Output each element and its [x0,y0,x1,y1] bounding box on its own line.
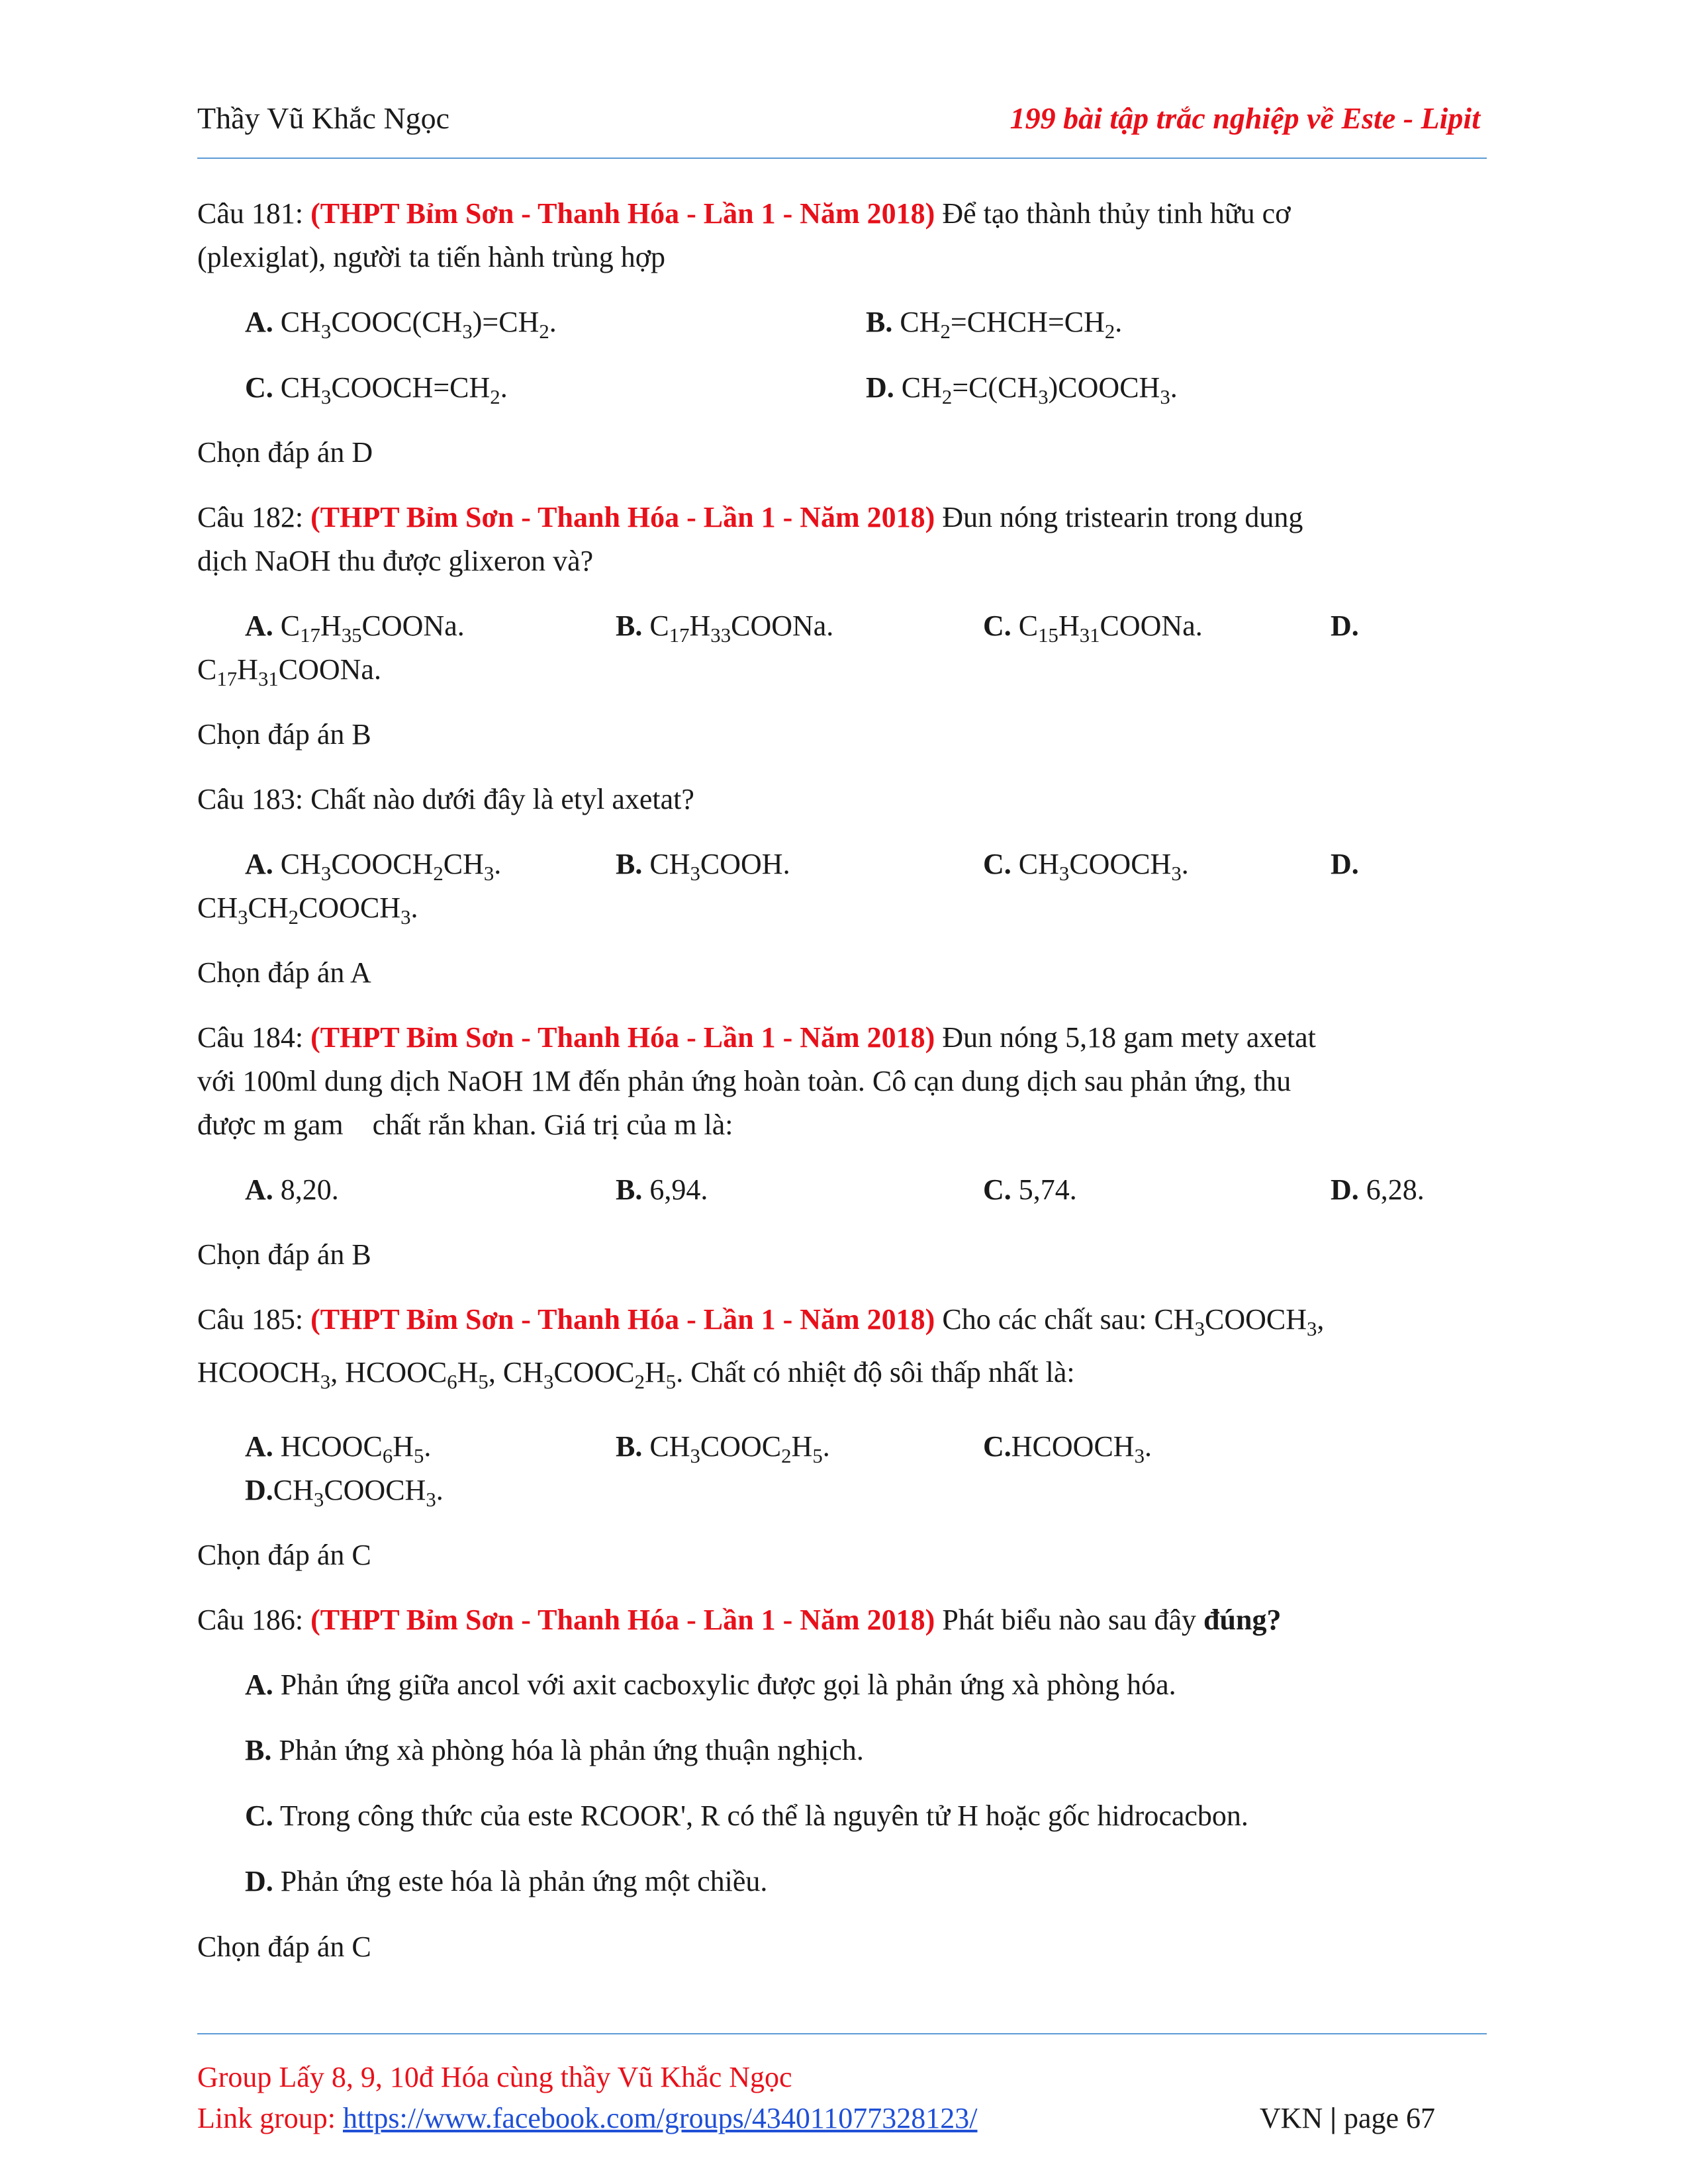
option-b: B. $C_{17}H_{33}COONa$. [616,610,834,647]
option-d-text: $C_{17}H_{31}COONa$. [197,653,381,690]
footer-rule [197,2033,1487,2034]
question-182: Câu 182: (THPT Bỉm Sơn - Thanh Hóa - Lần 1 - Năm 2018) Đun nóng tristearin trong dung dịch NaOH thu được glixeron và? [197,501,1303,577]
answer-182: Chọn đáp án B [197,718,371,751]
option-b: B. Phản ứng xà phòng hóa là phản ứng thuận nghịch. [245,1733,864,1766]
page-number: VKN | page 67 [1259,2102,1435,2134]
question-183: Câu 183: Chất nào dưới đây là etyl axetat? [197,783,694,815]
question-186: Câu 186: (THPT Bỉm Sơn - Thanh Hóa - Lần 1 - Năm 2018) Phát biểu nào sau đây đúng? [197,1603,1282,1636]
question-source: (THPT Bỉm Sơn - Thanh Hóa - Lần 1 - Năm 2018) [310,501,935,533]
option-d-text: $CH_3CH_2COOCH_3$. [197,891,418,929]
option-b: B. $CH_3COOC_2H_5$. [616,1430,830,1467]
option-c: C. $CH_3COOCH=CH_2$. [245,371,508,408]
option-a: A. 8,20. [245,1173,339,1206]
option-a: A. $CH_3COOCH_2CH_3$. [245,848,502,885]
question-source: (THPT Bỉm Sơn - Thanh Hóa - Lần 1 - Năm 2018) [310,197,935,230]
options-184 [197,1168,1487,1212]
answer-183: Chọn đáp án A [197,956,371,989]
options-182 [197,604,1487,692]
header-rule [197,158,1487,159]
option-d: D. [1331,610,1359,642]
option-b: B. 6,94. [616,1173,708,1206]
option-a: A. $C_{17}H_{35}COONa$. [245,610,465,647]
header-title: 199 bài tập trắc nghiệp về Este - Lipit [1009,101,1480,135]
option-c: C. $C_{15}H_{31}COONa$. [983,610,1203,647]
footer-group-link[interactable]: https://www.facebook.com/groups/434011077328123/ [342,2102,978,2134]
option-b: B. $CH_2=CHCH=CH_2$. [866,306,1123,343]
page-content [197,192,1487,1990]
options-185 [197,1425,1487,1512]
option-d: D. Phản ứng este hóa là phản ứng một chiều. [245,1864,768,1897]
answer-181: Chọn đáp án D [197,436,373,469]
answer-184: Chọn đáp án B [197,1238,371,1271]
footer-group: Group Lấy 8, 9, 10đ Hóa cùng thầy Vũ Khắc Ngọc [197,2061,792,2093]
question-source: (THPT Bỉm Sơn - Thanh Hóa - Lần 1 - Năm 2018) [310,1303,935,1336]
footer-link-label: Link group: [197,2102,336,2134]
option-c: C. $CH_3COOCH_3$. [983,848,1189,885]
answer-185: Chọn đáp án C [197,1538,371,1571]
question-source: (THPT Bỉm Sơn - Thanh Hóa - Lần 1 - Năm 2018) [310,1603,935,1636]
option-d: $D.CH_3COOCH_3$. [245,1473,444,1511]
question-185: Câu 185: (THPT Bỉm Sơn - Thanh Hóa - Lần 1 - Năm 2018) Cho các chất sau: $CH_3COOCH_3$, $HCOOCH_3$, $HCOOC_6H_5$, $CH_3COOC_2H_5$. Chất có nhiệt độ sôi thấp nhất là: [197,1303,1325,1393]
question-184: Câu 184: (THPT Bỉm Sơn - Thanh Hóa - Lần 1 - Năm 2018) Đun nóng 5,18 gam mety axetat với 100ml dung dịch NaOH 1M đến phản ứng hoàn toàn. Cô cạn dung dịch sau phản ứng, thu được m gam chất rắn khan. Giá trị của m là: [197,1021,1316,1141]
option-d: D. 6,28. [1331,1173,1425,1206]
option-c: C. 5,74. [983,1173,1077,1206]
question-source: (THPT Bỉm Sơn - Thanh Hóa - Lần 1 - Năm 2018) [310,1021,935,1054]
option-d: D. $CH_2=C(CH_3)COOCH_3$. [866,371,1178,408]
options-183 [197,842,1487,930]
option-d: D. [1331,848,1359,880]
answer-186: Chọn đáp án C [197,1930,371,1963]
option-c: C. Trong công thức của este RCOOR', R có thể là nguyên tử H hoặc gốc hidrocacbon. [245,1799,1248,1832]
page-footer [197,2057,1487,2139]
header-author: Thầy Vũ Khắc Ngọc [197,101,450,135]
option-a: A. $CH_3COOC(CH_3)=CH_2$. [245,306,557,343]
option-a: A. $HCOOC_6H_5$. [245,1430,432,1467]
options-181 [197,300,1487,410]
page-header [197,93,1487,146]
question-181: Câu 181: (THPT Bỉm Sơn - Thanh Hóa - Lần 1 - Năm 2018) Để tạo thành thủy tinh hữu cơ (plexiglat), người ta tiến hành trùng hợp [197,197,1291,273]
option-a: A. Phản ứng giữa ancol với axit cacboxylic được gọi là phản ứng xà phòng hóa. [245,1668,1176,1701]
option-b: B. $CH_3COOH$. [616,848,790,885]
option-c: $C.HCOOCH_3$. [983,1430,1152,1467]
